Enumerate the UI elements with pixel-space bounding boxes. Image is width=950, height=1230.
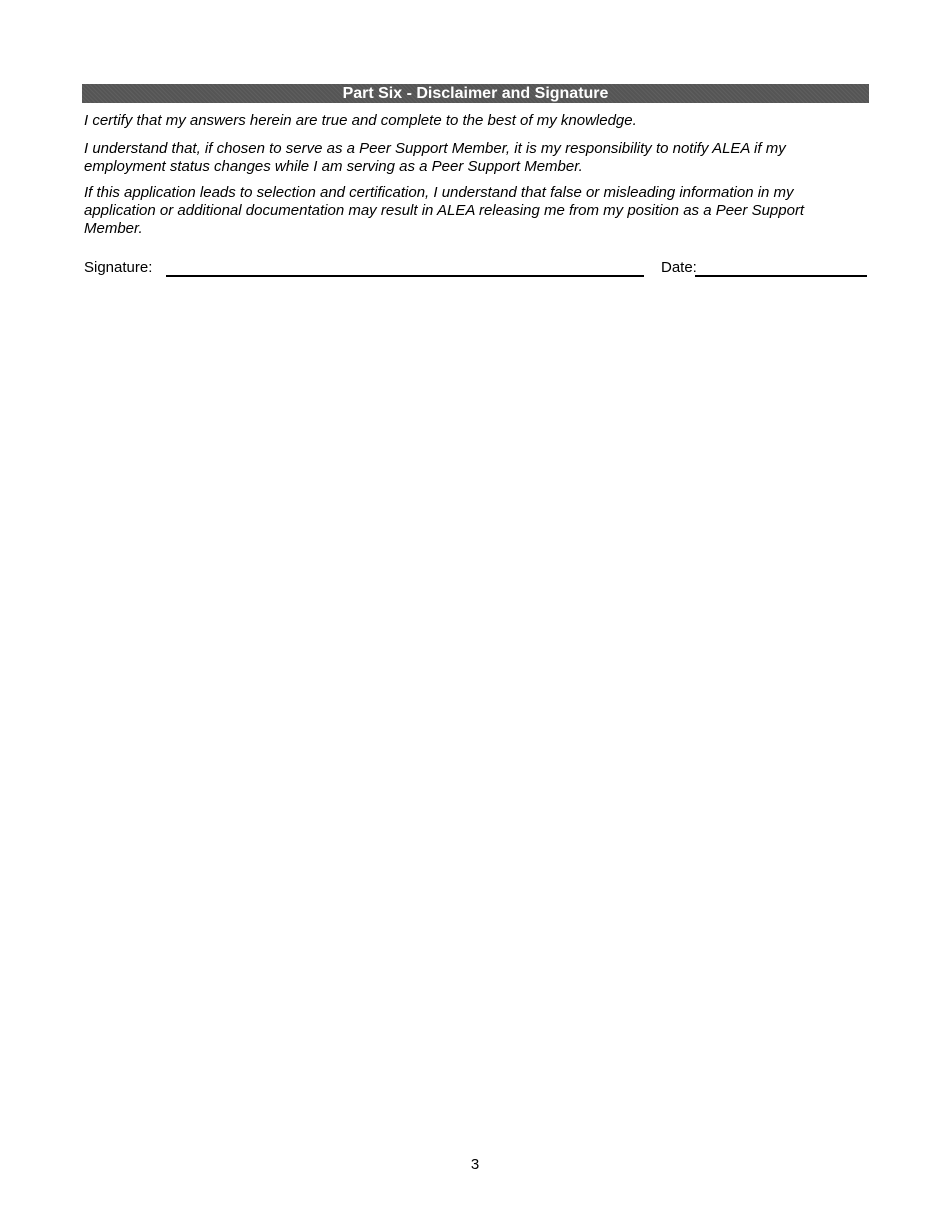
section-header: Part Six - Disclaimer and Signature <box>82 84 869 103</box>
employment-status-paragraph: I understand that, if chosen to serve as a Peer Support Member, it is my responsibility to notify ALEA if my employment status changes while I am serving as a Peer Support Member. <box>84 140 786 175</box>
certification-paragraph: I certify that my answers herein are true and complete to the best of my knowledge. <box>84 112 637 129</box>
misleading-information-paragraph: If this application leads to selection and certification, I understand that false or misleading information in my application or additional documentation may result in ALEA releasing me from my position as a Peer Support Member. <box>84 184 805 237</box>
signature-label: Signature: <box>84 259 153 276</box>
page-number: 3 <box>470 1156 480 1173</box>
date-label: Date: <box>661 259 697 276</box>
signature-line[interactable] <box>166 275 644 277</box>
date-line[interactable] <box>695 275 867 277</box>
